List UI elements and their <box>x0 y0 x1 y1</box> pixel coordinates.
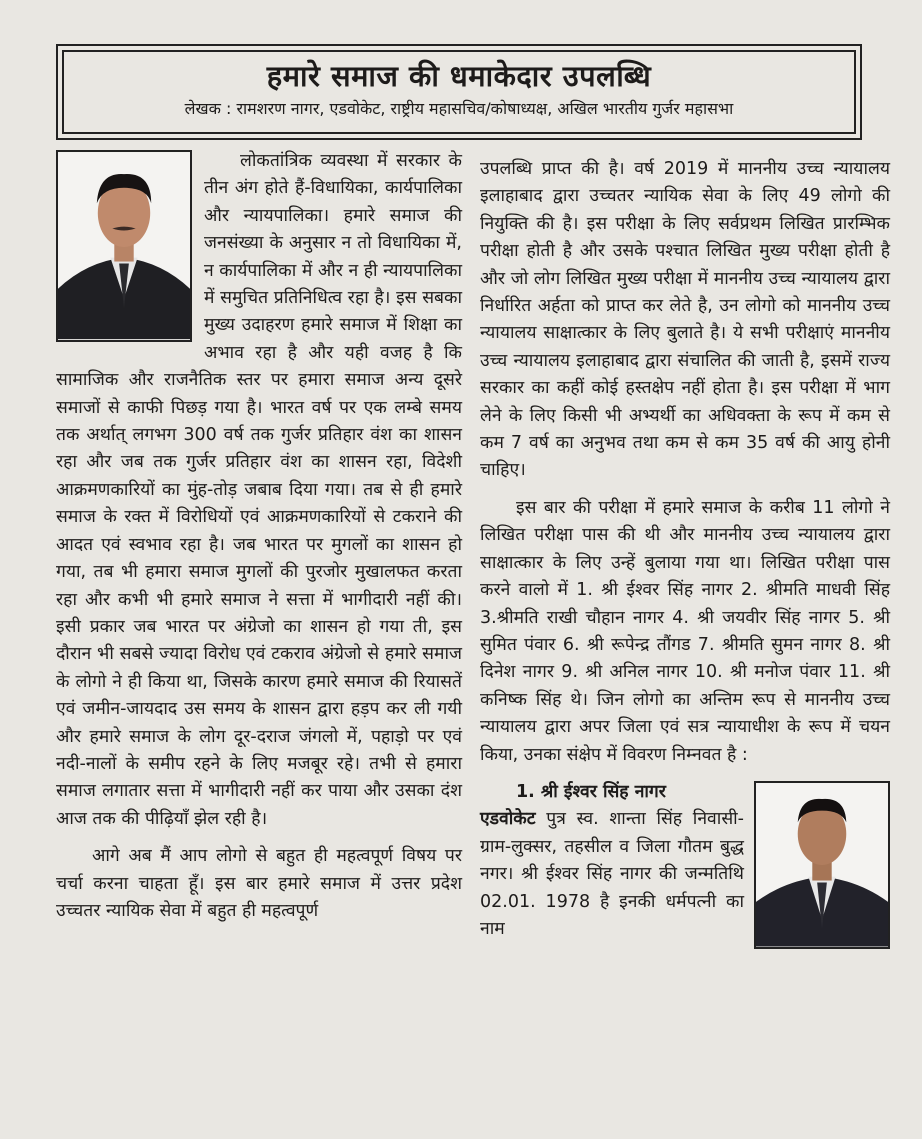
left-paragraph-2: आगे अब मैं आप लोगो से बहुत ही महत्वपूर्ण विषय पर चर्चा करना चाहता हूँ। इस बार हमारे समाज में उत्तर प्रदेश उच्चतर न्यायिक सेवा में बहुत ही महत्वपूर्ण <box>56 846 462 921</box>
profile-text: पुत्र स्व. शान्ता सिंह निवासी-ग्राम-लुक्सर, तहसील व जिला गौतम बुद्ध नगर। श्री ईश्वर सिंह नागर की जन्मतिथि 02.01. 1978 है इनकी धर्मपत्नी का नाम <box>480 809 744 939</box>
profile-photo <box>754 781 890 949</box>
left-column <box>56 148 462 925</box>
right-paragraph-2: इस बार की परीक्षा में हमारे समाज के करीब 11 लोगो ने लिखित परीक्षा पास की थी और माननीय उच्च न्यायालय द्वारा साक्षात्कार के लिए उन्हें बुलाया गया था। लिखित परीक्षा पास करने वालो में 1. श्री ईश्वर सिंह नागर 2. श्रीमति माधवी सिंह 3.श्रीमति राखी चौहान नागर 4. श्री जयवीर सिंह नागर 5. श्री सुमित पंवार 6. श्री रूपेन्द्र तौंगड 7. श्रीमति सुमन नागर 8. श्री दिनेश नागर 9. श्री अनिल नागर 10. श्री मनोज पंवार 11. श्री कनिष्क सिंह थे। जिन लोगो का अन्तिम रूप से माननीय उच्च न्यायालय द्वारा अपर जिला एवं सत्र न्यायाधीश के रूप में चयन किया, उनका संक्षेप में विवरण निम्नवत है : <box>480 497 890 765</box>
right-paragraph-1: उपलब्धि प्राप्त की है। वर्ष 2019 में माननीय उच्च न्यायालय इलाहाबाद द्वारा उच्चतर न्यायिक सेवा के लिए 49 लोगो की नियुक्ति की है। इस परीक्षा के लिए सर्वप्रथम लिखित प्रारम्भिक परीक्षा होती है और उसके पश्चात लिखित मुख्य परीक्षा होती है और जो लोग लिखित मुख्य परीक्षा में माननीय उच्च न्यायालय द्वारा निर्धारित अर्हता को प्राप्त कर लेते है, उन लोगो को माननीय उच्च न्यायालय साक्षात्कार के लिए बुलाते है। ये सभी परीक्षाएं माननीय उच्च न्यायालय इलाहाबाद द्वारा संचालित की जाती है, इसमें राज्य सरकार का कहीं कोई हस्तक्षेप नहीं होता है। इस परीक्षा में भाग लेने के लिए किसी भी अभ्यर्थी का अधिवक्ता के रूप में कम से कम 7 वर्ष का अनुभव तथा कम से कम 35 वर्ष की आयु होनी चाहिए। <box>480 159 890 481</box>
article-header-inner <box>62 50 856 134</box>
author-photo <box>56 150 192 342</box>
article-title: हमारे समाज की धमाकेदार उपलब्धि <box>266 59 652 93</box>
left-paragraph-1: लोकतांत्रिक व्यवस्था में सरकार के तीन अंग होते हैं-विधायिका, कार्यपालिका और न्यायपालिका। हमारे समाज की जनसंख्या के अनुसार न तो विधायिका में, न कार्यपालिका में और न ही न्यायपालिका में समुचित प्रतिनिधित्व रहा है। इस सबका मुख्य उदाहरण हमारे समाज में शिक्षा का अभाव रहा है और यही वजह है कि सामाजिक और राजनैतिक स्तर पर हमारा समाज अन्य दूसरे समाजों से काफी पिछड़ गया है। भारत वर्ष पर एक लम्बे समय तक अर्थात् लगभग 300 वर्ष तक गुर्जर प्रतिहार वंश का शासन रहा और जब तक गुर्जर प्रतिहार वंश का शासन रहा, विदेशी आक्रमणकारियों का मुंह-तोड़ जबाब दिया गया। तब से ही हमारे समाज के रक्त में विरोधियों एवं आक्रमणकारियों से टकराने की आदत एवं स्वभाव रहा है। जब भारत पर मुगलों का शासन हो गया, तब भी हमारा समाज मुगलों की पुरजोर मुखालफत करता रहा और कभी भी हमारे समाज ने सत्ता में भागीदारी नहीं की। इसी प्रकार जब भारत पर अंग्रेजो का शासन हो गया ती, इस दौरान भी सबसे ज्यादा विरोध एवं टकराव अंग्रेजो से हमारे समाज के लोगो ने ही किया था, जिसके कारण हमारे समाज की रियासतें एवं जमीन-जायदाद उस समय के शासन द्वारा हड़प कर ली गयी और हमारे समाज के लोग दूर-दराज जंगलो में, पहाड़ो पर एवं नदी-नालों के समीप रहने के लिए मजबूर रहे। तभी से हमारा समाज लगातार सत्ता में भागीदारी नहीं कर पाया और उसका दंश आज तक की पीढ़ियाँ झेल रही है। <box>56 151 462 829</box>
article-byline: लेखक : रामशरण नागर, एडवोकेट, राष्ट्रीय महासचिव/कोषाध्यक्ष, अखिल भारतीय गुर्जर महासभा <box>184 99 734 118</box>
profile-portrait-image <box>756 783 888 947</box>
profile-section <box>480 779 890 943</box>
profile-role: एडवोकेट <box>480 809 536 830</box>
right-column <box>480 156 890 953</box>
profile-heading: 1. श्री ईश्वर सिंह नागर <box>516 781 666 802</box>
article-header-box <box>56 44 862 140</box>
author-portrait-image <box>58 152 190 340</box>
